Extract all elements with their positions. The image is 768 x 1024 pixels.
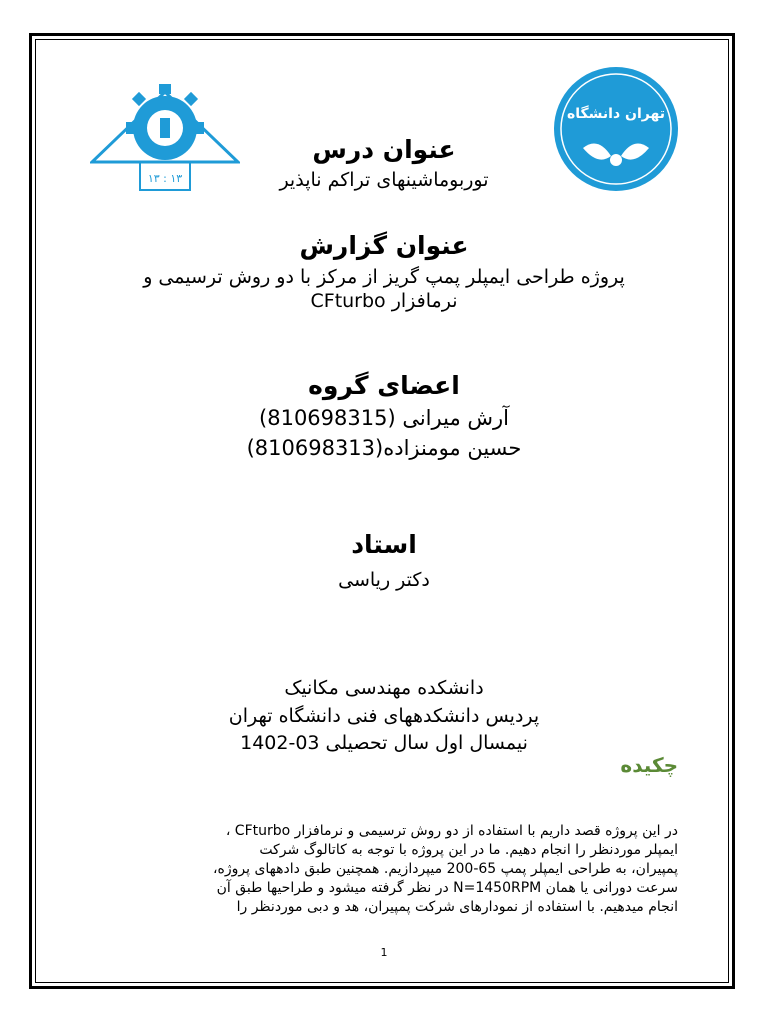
page-number: 1 (380, 946, 388, 959)
faculty-logo-year: ۱۳ : ۱۳ (147, 172, 183, 185)
abstract-line: ایمپلر موردنظر را انجام دهیم. ما در این پروژه با توجه به کاتالوگ شرکت (259, 842, 678, 858)
abstract-line: در این پروژه قصد داریم با استفاده از دو روش ترسیمی و نرمافزار CFturbo ، (225, 823, 678, 839)
campus-name: پردیس دانشکدههای فنی دانشگاه تهران (228, 705, 540, 727)
professor-heading: استاد (351, 530, 417, 559)
abstract-text (90, 822, 678, 917)
semester: نیمسال اول سال تحصیلی 03-1402 (240, 732, 528, 754)
report-title-line2: نرمافزار CFturbo (310, 290, 458, 312)
faculty-name: دانشکده مهندسی مکانیک (284, 677, 484, 699)
abstract-line: پمپیران، به طراحی ایمپلر پمپ 65-200 میپردازیم. همچنین طبق دادههای پروژه، (213, 861, 678, 877)
member-1: آرش میرانی (810698315) (259, 406, 509, 430)
abstract-line: سرعت دورانی یا همان N=1450RPM در نظر گرفته میشود و طراحیها طبق آن (216, 880, 678, 896)
course-name: توربوماشینهای تراکم ناپذیر (279, 169, 489, 191)
professor-name: دکتر ریاسی (338, 569, 430, 591)
member-2: حسین مومنزاده(810698313) (246, 436, 522, 460)
report-title-line1: پروژه طراحی ایمپلر پمپ گریز از مرکز با دو روش ترسیمی و (143, 266, 625, 288)
abstract-title: چکیده (620, 753, 678, 777)
report-heading: عنوان گزارش (299, 231, 469, 260)
course-heading: عنوان درس (312, 135, 456, 164)
members-heading: اعضای گروه (308, 371, 460, 400)
abstract-line: انجام میدهیم. با استفاده از نمودارهای شرکت پمپیران، هد و دبی موردنظر را (236, 899, 678, 915)
university-logo-text: تهران دانشگاه (567, 106, 665, 122)
